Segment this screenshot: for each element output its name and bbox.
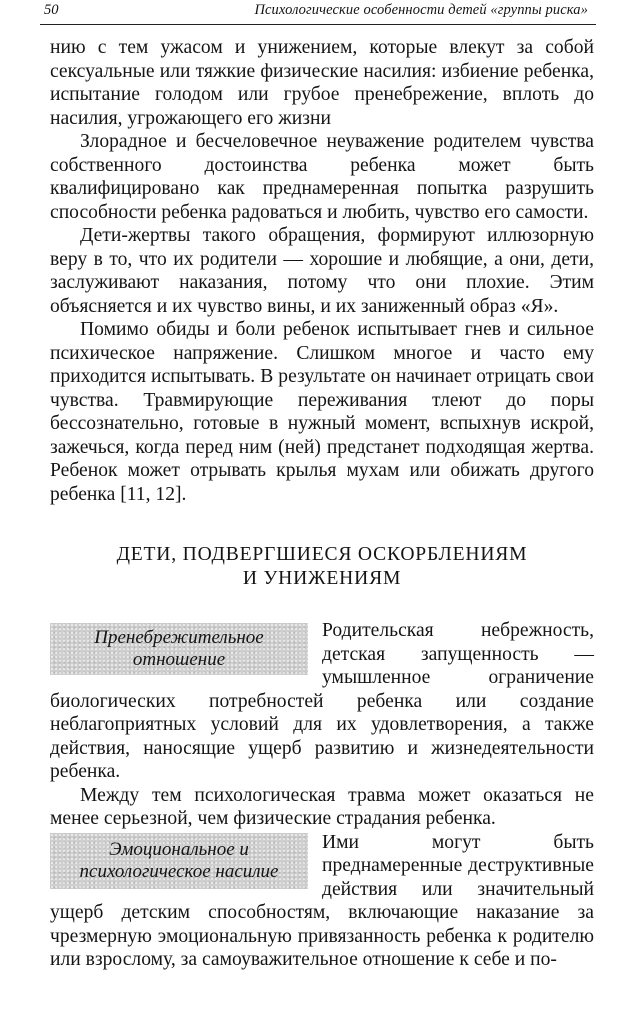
marginal-note-neglect: [50, 623, 308, 675]
section-heading-line: И УНИЖЕНИЯМ: [242, 568, 402, 589]
running-header: [40, 0, 596, 25]
marginal-note-line: психологическое насилие: [79, 860, 279, 882]
running-title: Психологические особенности детей «группы риска»: [254, 2, 588, 18]
page-number: 50: [44, 2, 59, 18]
marginal-note-line: Пренебрежительное: [94, 627, 264, 648]
marginal-note-line: отношение: [132, 649, 226, 670]
paragraph: Между тем психологическая травма может оказаться не менее серьезной, чем физические страдания ребенка.: [50, 784, 594, 829]
section-heading: [50, 543, 594, 591]
paragraph: Дети-жертвы такого обращения, формируют иллюзорную веру в то, что их родители — хорошие и любящие, а они, дети, заслуживают наказания, потому что они плохие. Этим объясняется и их чувство вины, и их заниженный образ «Я».: [50, 225, 594, 317]
marginal-note-line: Эмоциональное и: [109, 838, 249, 860]
page-body: [50, 36, 594, 972]
paragraph-continuation: нию с тем ужасом и унижением, которые влекут за собой сексуальные или тяжкие физические насилия: избиение ребенка, испытание голодом или грубое пренебрежение, вплоть до насилия, угрожающего его жизни: [50, 37, 594, 129]
paragraph-neglect: Родительская небрежность, детская запущенность — умышленное ограничение биологических потребностей ребенка или создание неблагоприятных условий для их удовлетворения, а также действия, наносящие ущерб развитию и жизнедеятельности ребенка.: [50, 620, 594, 782]
marginal-note-emotional: [50, 833, 308, 889]
section-heading-line: ДЕТИ, ПОДВЕРГШИЕСЯ ОСКОРБЛЕНИЯМ: [116, 544, 528, 565]
paragraph: Помимо обиды и боли ребенок испытывает гнев и сильное психическое напряжение. Слишком многое и часто ему приходится испытывать. В результате он начинает отрицать свои чувства. Травмирующие переживания тлеют до поры бессознательно, готовые в нужный момент, вспыхнув искрой, зажечься, когда перед ним (ней) предстанет подходящая жертва. Ребенок может отрывать крылья мухам или обижать другого ребенка [11, 12].: [50, 319, 594, 505]
paragraph-emotional: Ими могут быть преднамеренные деструктивные действия или значительный ущерб детским способностям, включающие наказание за чрезмерную эмоциональную привязанность ребенка к родителю или взрослому, за самоуважительное отношение к себе и по-: [50, 831, 594, 970]
paragraph: Злорадное и бесчеловечное неуважение родителем чувства собственного достоинства ребенка может быть квалифицировано как преднамеренная попытка разрушить способности ребенка радоваться и любить, чувство его самости.: [50, 131, 594, 223]
